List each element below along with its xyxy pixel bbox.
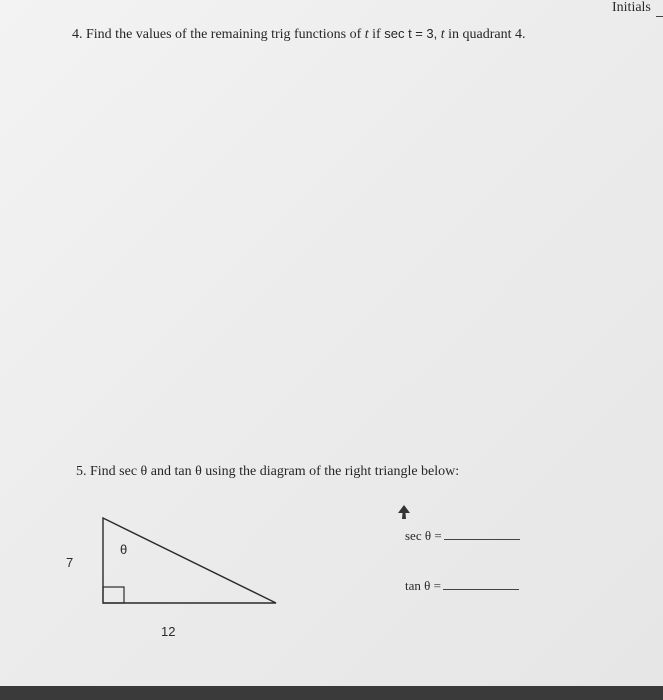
question-4-sec-expr: sec t — [384, 26, 412, 41]
question-4-if: if — [372, 27, 381, 42]
right-angle-marker — [103, 587, 124, 603]
question-4-equals: = 3, — [415, 26, 438, 41]
tan-answer-label: tan θ = — [405, 578, 441, 593]
sec-answer — [405, 527, 520, 544]
initials-label: Initials — [612, 0, 651, 15]
vertical-side-label: 7 — [66, 555, 74, 570]
horizontal-side-label: 12 — [161, 624, 176, 639]
question-5-text: Find sec θ and tan θ using the diagram of the right triangle below: — [90, 464, 460, 479]
tan-answer — [405, 577, 519, 594]
right-triangle — [103, 518, 276, 603]
question-4-text-after: in quadrant 4. — [448, 27, 526, 42]
angle-theta-label: θ — [120, 542, 128, 557]
mouse-cursor-icon — [398, 505, 410, 519]
question-4-var-t-2: t — [440, 27, 445, 42]
question-4-text-before: Find the values of the remaining trig functions of — [86, 27, 362, 42]
question-5-number: 5. — [76, 464, 87, 479]
sec-answer-blank[interactable] — [444, 527, 520, 540]
bottom-edge-shadow — [0, 686, 663, 700]
question-4-number: 4. — [72, 27, 83, 42]
sec-answer-label: sec θ = — [405, 528, 442, 543]
question-4-var-t: t — [364, 27, 369, 42]
tan-answer-blank[interactable] — [443, 577, 519, 590]
